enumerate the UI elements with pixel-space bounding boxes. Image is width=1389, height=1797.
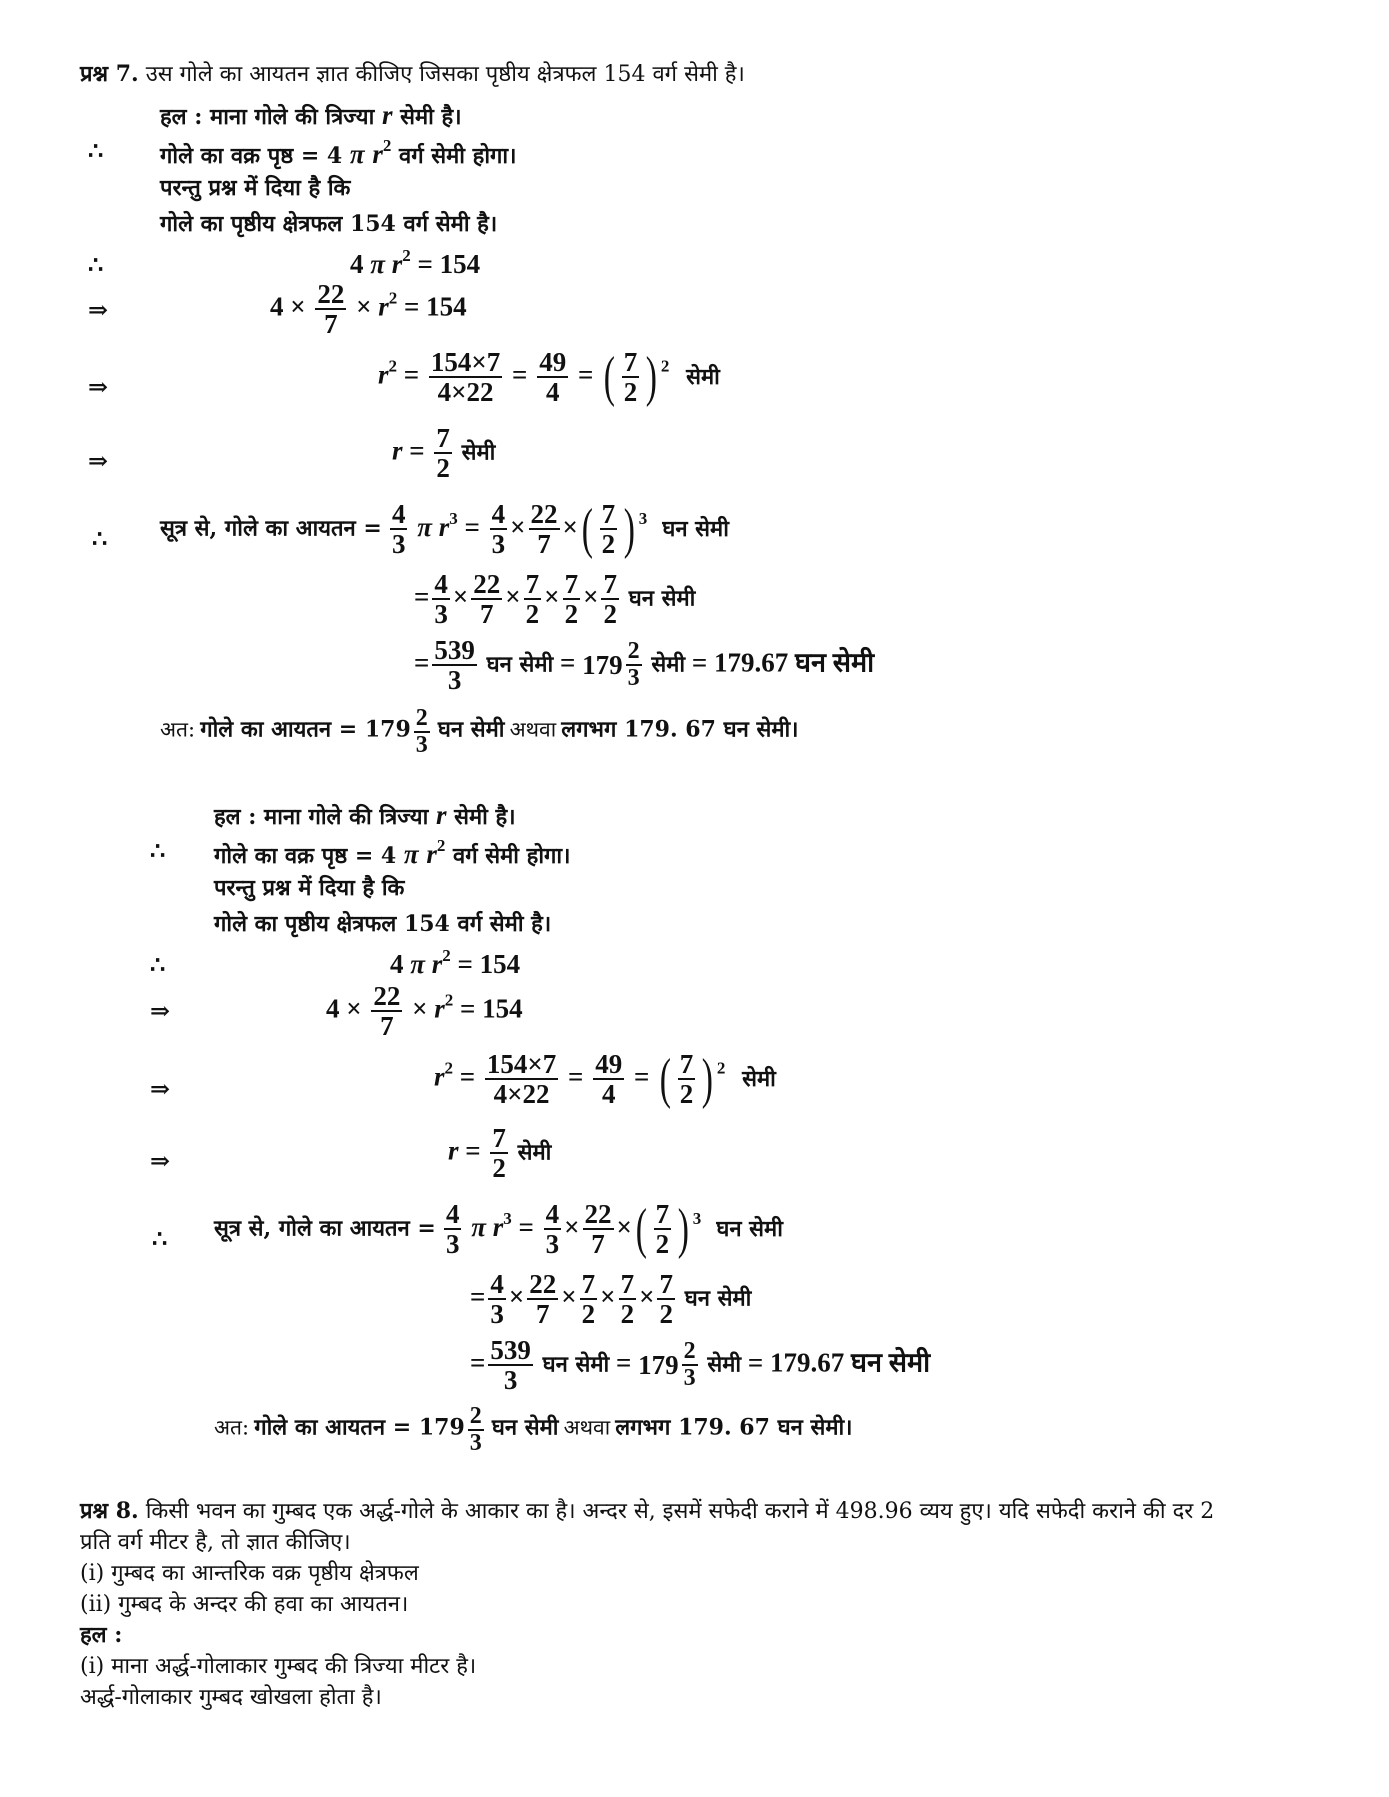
question-7	[80, 58, 745, 88]
question-8-solution-line-1: (i) माना अर्द्ध-गोलाकार गुम्बद की त्रिज्या मीटर है।	[80, 1654, 477, 1679]
question-8-solution-label: हल :	[80, 1622, 123, 1648]
equation-4: r = $\frac{7}{2}$ सेमी	[448, 1123, 552, 1184]
solution-line-4: गोले का पृष्ठीय क्षेत्रफल 154 वर्ग सेमी है।	[160, 211, 498, 237]
equation-6: = $\frac{4}{3}$ × $\frac{22}{7}$ × $\frac{7}{2}$ × $\frac{7}{2}$ × $\frac{7}{2}$ घन सेमी	[414, 569, 696, 630]
solution-line-2: गोले का वक्र पृष्ठ = 4 π $r^2$ वर्ग सेमी होगा।	[160, 136, 517, 169]
therefore-symbol: ∴	[152, 1224, 168, 1253]
equation-7: = $\frac{539}{3}$ घन सेमी = 179 $\frac{2}{3}$ सेमी = 179.67 घन सेमी	[470, 1335, 931, 1396]
question-7-text: उस गोले का आयतन ज्ञात कीजिए जिसका पृष्ठीय क्षेत्रफल 154 वर्ग सेमी है।	[138, 62, 745, 87]
equation-2: 4 × $\frac{22}{7}$ × $r^2 = 154$	[270, 279, 467, 340]
equation-1: 4 π $r^2 = 154$	[390, 946, 521, 979]
equation-3: $r^2$ = $\frac{154\times 7}{4\times 22}$ = $\frac{49}{4}$ = ( $\frac{7}{2}$ ) $^2$ सेमी	[378, 346, 720, 409]
therefore-symbol: ∴	[150, 950, 166, 979]
equation-5: सूत्र से, गोले का आयतन = $\frac{4}{3}$ π $r^3$ = $\frac{4}{3}$ × $\frac{22}{7}$ × ( $\frac{7}{2}$ ) $^3$ घन सेमी	[160, 498, 729, 561]
question-8-text: किसी भवन का गुम्बद एक अर्द्ध-गोले के आकार का है। अन्दर से, इसमें सफेदी कराने में 498.96 व्यय हुए। यदि सफेदी कराने की दर 2	[138, 1499, 1215, 1524]
question-8-text-2: प्रति वर्ग मीटर है, तो ज्ञात कीजिए।	[80, 1530, 351, 1555]
solution-line-2: गोले का वक्र पृष्ठ = 4 π $r^2$ वर्ग सेमी होगा।	[214, 836, 571, 869]
equation-3: $r^2$ = $\frac{154\times 7}{4\times 22}$ = $\frac{49}{4}$ = ( $\frac{7}{2}$ ) $^2$ सेमी	[434, 1048, 776, 1111]
question-7-label: प्रश्न 7.	[80, 61, 139, 87]
equation-1: 4 π $r^2 = 154$	[350, 246, 481, 279]
solution-line-3: परन्तु प्रश्न में दिया है कि	[214, 875, 405, 901]
solution-line-1: हल : माना गोले की त्रिज्या r सेमी है।	[214, 800, 516, 830]
therefore-symbol: ∴	[150, 836, 166, 865]
implies-symbol: ⇒	[88, 295, 109, 324]
question-8-part-1: (i) गुम्बद का आन्तरिक वक्र पृष्ठीय क्षेत्रफल	[80, 1561, 419, 1586]
equation-4: r = $\frac{7}{2}$ सेमी	[392, 423, 496, 484]
implies-symbol: ⇒	[150, 1074, 171, 1103]
implies-symbol: ⇒	[150, 996, 171, 1025]
implies-symbol: ⇒	[88, 372, 109, 401]
implies-symbol: ⇒	[88, 446, 109, 475]
solution-line-4: गोले का पृष्ठीय क्षेत्रफल 154 वर्ग सेमी है।	[214, 911, 552, 937]
equation-2: 4 × $\frac{22}{7}$ × $r^2 = 154$	[326, 981, 523, 1042]
question-8	[80, 1495, 1214, 1525]
final-answer: अत: गोले का आयतन = 179 $\frac{2}{3}$ घन सेमी अथवा लगभग 179. 67 घन सेमी।	[160, 705, 799, 759]
question-8-part-2: (ii) गुम्बद के अन्दर की हवा का आयतन।	[80, 1592, 409, 1617]
therefore-symbol: ∴	[92, 524, 108, 553]
question-8-label: प्रश्न 8.	[80, 1498, 139, 1524]
solution-line-3: परन्तु प्रश्न में दिया है कि	[160, 175, 351, 201]
question-8-solution-line-2: अर्द्ध-गोलाकार गुम्बद खोखला होता है।	[80, 1685, 382, 1710]
final-answer: अत: गोले का आयतन = 179 $\frac{2}{3}$ घन सेमी अथवा लगभग 179. 67 घन सेमी।	[214, 1403, 853, 1457]
therefore-symbol: ∴	[88, 136, 104, 165]
equation-7: = $\frac{539}{3}$ घन सेमी = 179 $\frac{2}{3}$ सेमी = 179.67 घन सेमी	[414, 635, 875, 696]
therefore-symbol: ∴	[88, 250, 104, 279]
solution-line-1: हल : माना गोले की त्रिज्या r सेमी है।	[160, 100, 462, 130]
implies-symbol: ⇒	[150, 1146, 171, 1175]
equation-6: = $\frac{4}{3}$ × $\frac{22}{7}$ × $\frac{7}{2}$ × $\frac{7}{2}$ × $\frac{7}{2}$ घन सेमी	[470, 1269, 752, 1330]
equation-5: सूत्र से, गोले का आयतन = $\frac{4}{3}$ π $r^3$ = $\frac{4}{3}$ × $\frac{22}{7}$ × ( $\frac{7}{2}$ ) $^3$ घन सेमी	[214, 1198, 783, 1261]
